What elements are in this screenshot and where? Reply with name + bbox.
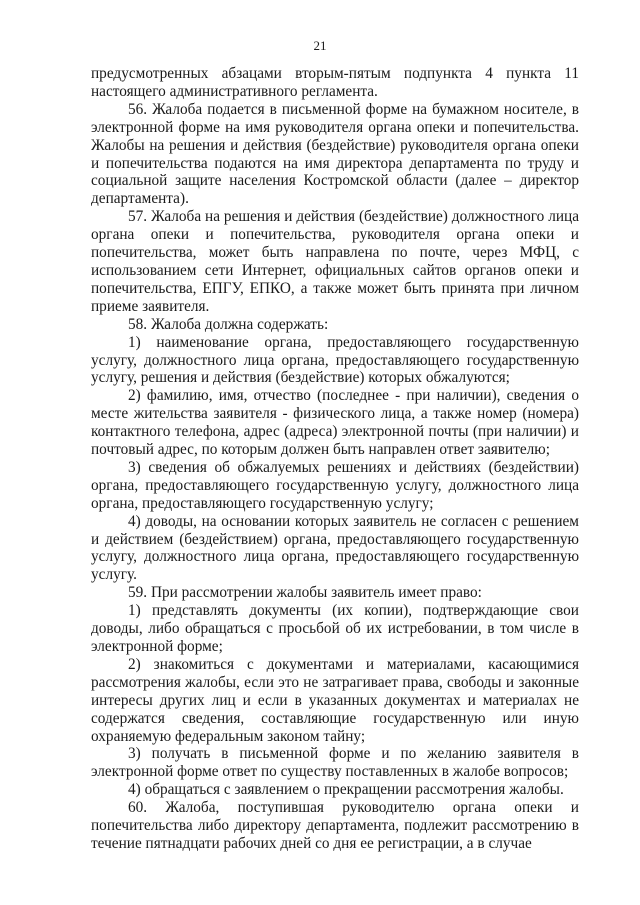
list-item-58-2: 2) фамилию, имя, отчество (последнее - при наличии), сведения о месте жительства заявителя - физического лица, а также номер (номера) контактного телефона, адрес (адреса) электронной почты (при наличии) и почтовый адрес, по которым должен быть направлен ответ заявителю;	[91, 387, 579, 459]
paragraph-56: 56. Жалоба подается в письменной форме на бумажном носителе, в электронной форме на имя руководителя органа опеки и попечительства. Жалобы на решения и действия (бездействие) руководителя органа опеки и попечительства подаются на имя директора департамента по труду и социальной защите населения Костромской области (далее – директор департамента).	[91, 100, 579, 208]
page-number: 21	[313, 38, 327, 53]
document-body	[91, 65, 579, 853]
list-item-58-4: 4) доводы, на основании которых заявитель не согласен с решением и действием (бездействием) органа, предоставляющего государственную услугу, должностного лица органа, предоставляющего государственную услугу.	[91, 512, 579, 584]
paragraph-60: 60. Жалоба, поступившая руководителю органа опеки и попечительства либо директору департамента, подлежит рассмотрению в течение пятнадцати рабочих дней со дня ее регистрации, а в случае	[91, 799, 579, 852]
list-item-58-3: 3) сведения об обжалуемых решениях и действиях (бездействии) органа, предоставляющего государственную услугу, должностного лица органа, предоставляющего государственную услугу;	[91, 458, 579, 512]
list-item-59-4: 4) обращаться с заявлением о прекращении рассмотрения жалобы.	[128, 781, 564, 799]
paragraph-59: 59. При рассмотрении жалобы заявитель имеет право:	[128, 584, 482, 602]
paragraph-continuation: предусмотренных абзацами вторым-пятым подпункта 4 пункта 11 настоящего административного регламента.	[91, 65, 579, 100]
list-item-58-1: 1) наименование органа, предоставляющего государственную услугу, должностного лица органа, предоставляющего государственную услугу, решения и действия (бездействие) которых обжалуются;	[91, 333, 579, 387]
paragraph-58: 58. Жалоба должна содержать:	[128, 315, 329, 333]
list-item-59-1: 1) представлять документы (их копии), подтверждающие свои доводы, либо обращаться с просьбой об их истребовании, в том числе в электронной форме;	[91, 602, 579, 655]
list-item-59-2: 2) знакомиться с документами и материалами, касающимися рассмотрения жалобы, если это не затрагивает права, свободы и законные интересы других лиц и если в указанных документах и материалах не содержатся сведения, составляющие государственную или иную охраняемую федеральным законом тайну;	[91, 655, 579, 745]
paragraph-57: 57. Жалоба на решения и действия (бездействие) должностного лица органа опеки и попечительства, руководителя органа опеки и попечительства, может быть направлена по почте, через МФЦ, с использованием сети Интернет, официальных сайтов органов опеки и попечительства, ЕПГУ, ЕПКО, а также может быть принята при личном приеме заявителя.	[91, 208, 579, 315]
list-item-59-3: 3) получать в письменной форме и по желанию заявителя в электронной форме ответ по существу поставленных в жалобе вопросов;	[91, 745, 579, 781]
